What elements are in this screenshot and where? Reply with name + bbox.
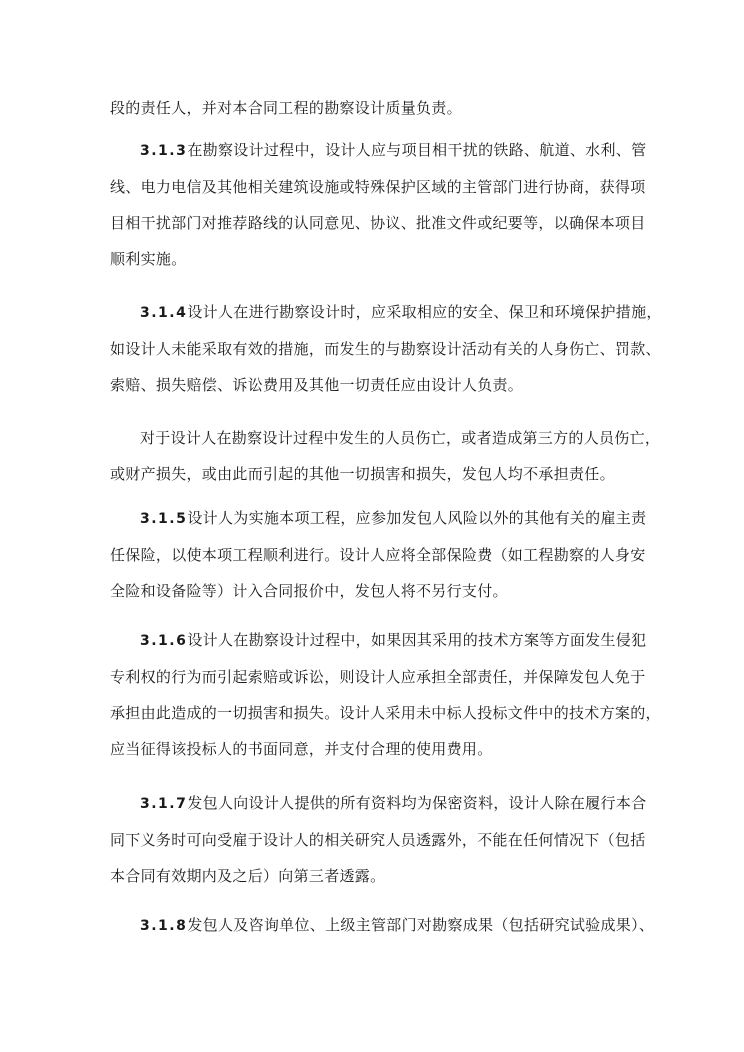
clause-text: 发包人向设计人提供的所有资料均为保密资料，设计人除在履行本合 bbox=[187, 794, 647, 812]
text-line: 或财产损失，或由此而引起的其他一切损害和损失，发包人均不承担责任。 bbox=[110, 465, 615, 483]
clause-number: 3.1.8 bbox=[140, 918, 188, 934]
clause-number: 3.1.3 bbox=[140, 143, 188, 159]
text-line: 索赔、损失赔偿、诉讼费用及其他一切责任应由设计人负责。 bbox=[110, 376, 524, 394]
clause-3-1-4 bbox=[110, 294, 662, 403]
clause-text: 发包人及咨询单位、上级主管部门对勘察成果（包括研究试验成果）、 bbox=[187, 916, 655, 934]
text-line: 对于设计人在勘察设计过程中发生的人员伤亡，或者造成第三方的人员伤亡， bbox=[140, 429, 661, 447]
clause-text: 设计人为实施本项工程，应参加发包人风险以外的其他有关的雇主责 bbox=[187, 509, 647, 527]
text-line: 全险和设备险等）计入合同报价中，发包人将不另行支付。 bbox=[110, 582, 508, 600]
text-line: 段的责任人，并对本合同工程的勘察设计质量负责。 bbox=[110, 99, 462, 117]
text-line: 线、电力电信及其他相关建筑设施或特殊保护区域的主管部门进行协商，获得项 bbox=[110, 178, 646, 196]
text-line: 同下义务时可向受雇于设计人的相关研究人员透露外，不能在任何情况下（包括 bbox=[110, 831, 646, 849]
clause-3-1-5 bbox=[110, 500, 647, 609]
text-line bbox=[110, 907, 655, 944]
text-line: 目相干扰部门对推荐路线的认同意见、协议、批准文件或纪要等，以确保本项目 bbox=[110, 214, 646, 232]
clause-number: 3.1.4 bbox=[140, 305, 188, 321]
clause-number: 3.1.6 bbox=[140, 633, 188, 649]
paragraph-liability-note bbox=[110, 420, 661, 492]
clause-3-1-3 bbox=[110, 132, 647, 277]
text-line: 承担由此造成的一切损害和损失。设计人采用未中标人投标文件中的技术方案的， bbox=[110, 704, 661, 722]
text-line bbox=[110, 500, 647, 537]
text-line bbox=[110, 785, 647, 822]
text-line: 本合同有效期内及之后）向第三者透露。 bbox=[110, 867, 386, 885]
clause-3-1-8 bbox=[110, 907, 655, 944]
text-line: 应当征得该投标人的书面同意，并支付合理的使用费用。 bbox=[110, 740, 493, 758]
clause-number: 3.1.5 bbox=[140, 511, 188, 527]
text-line bbox=[110, 132, 647, 169]
text-line: 专利权的行为而引起索赔或诉讼，则设计人应承担全部责任，并保障发包人免于 bbox=[110, 668, 646, 686]
clause-number: 3.1.7 bbox=[140, 796, 188, 812]
text-line bbox=[110, 294, 662, 331]
clause-text: 在勘察设计过程中，设计人应与项目相干扰的铁路、航道、水利、管 bbox=[187, 141, 647, 159]
clause-3-1-6 bbox=[110, 622, 661, 767]
paragraph-continuation bbox=[110, 90, 640, 126]
text-line: 任保险，以使本项工程顺利进行。设计人应将全部保险费（如工程勘察的人身安 bbox=[110, 546, 646, 564]
text-line bbox=[110, 622, 647, 659]
clause-text: 设计人在进行勘察设计时，应采取相应的安全、保卫和环境保护措施， bbox=[187, 303, 662, 321]
clause-3-1-7 bbox=[110, 785, 647, 894]
clause-text: 设计人在勘察设计过程中，如果因其采用的技术方案等方面发生侵犯 bbox=[187, 631, 647, 649]
text-line: 顺利实施。 bbox=[110, 250, 187, 268]
text-line: 如设计人未能采取有效的措施，而发生的与勘察设计活动有关的人身伤亡、罚款、 bbox=[110, 340, 661, 358]
